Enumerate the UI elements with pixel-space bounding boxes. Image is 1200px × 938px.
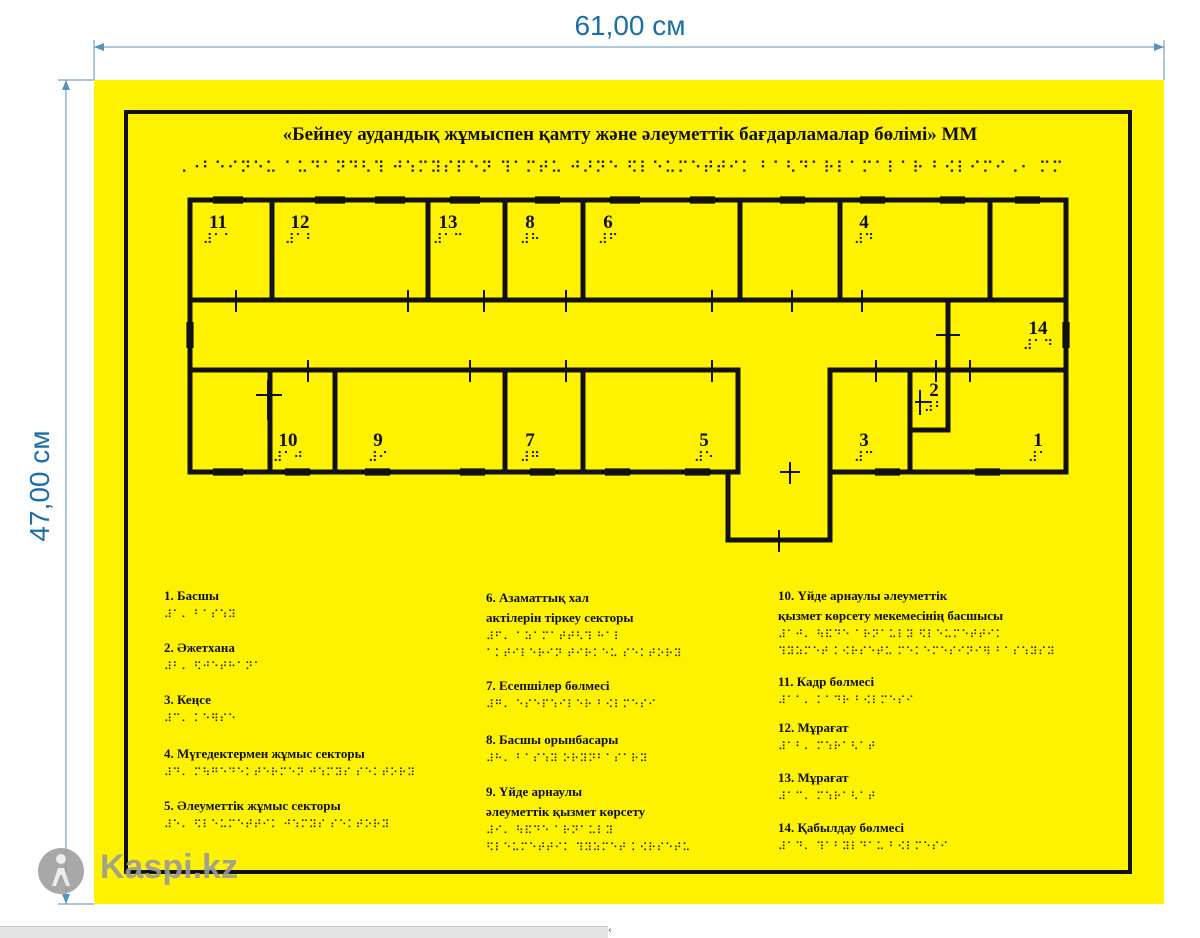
legend-item-9 [486, 782, 691, 856]
kaspi-logo-icon [38, 848, 84, 894]
legend-label: 12. Мұрағат [778, 720, 849, 735]
legend-braille: ⠼⠁⠙⠄ ⠹⠁⠃⠽⠇⠙⠁⠥ ⠃⠪⠇⠍⠑⠎⠊ [778, 840, 949, 853]
legend-item-10 [778, 586, 1055, 660]
room-number-12: 12 [290, 212, 310, 233]
legend-label: 7. Есепшілер бөлмесі [486, 678, 610, 693]
legend-braille: ⠼⠁⠚⠄ ⠳⠯⠙⠑ ⠁⠗⠝⠁⠥⠇⠽ ⠫⠇⠑⠥⠍⠑⠞⠞⠊⠅ [778, 628, 1004, 641]
room-braille-14: ⠼⠁⠙ [1022, 338, 1054, 354]
room-braille-5: ⠼⠑ [693, 450, 715, 466]
width-dimension-label: 61,00 см [574, 10, 686, 41]
room-number-14: 14 [1028, 318, 1048, 339]
legend-item-3 [164, 690, 236, 727]
legend-braille: ⠹⠽⠵⠍⠑⠞ ⠅⠪⠗⠎⠑⠞⠥ ⠍⠑⠅⠑⠍⠑⠎⠊⠝⠊⠻ ⠃⠁⠎⠱⠽⠎⠽ [778, 645, 1056, 658]
legend-label: актілерін тіркеу секторы [486, 610, 634, 625]
room-braille-8: ⠼⠓ [519, 232, 541, 248]
legend-label: 4. Мүгедектермен жұмыс секторы [164, 746, 365, 761]
legend-braille: ⠼⠃⠄ ⠫⠚⠑⠞⠓⠁⠝⠁ [164, 660, 263, 673]
legend-label: 3. Кеңсе [164, 692, 211, 707]
legend-braille: ⠁⠅⠞⠊⠇⠑⠗⠊⠝ ⠞⠊⠗⠅⠑⠥ ⠎⠑⠅⠞⠕⠗⠽ [486, 647, 683, 660]
legend-braille: ⠫⠇⠑⠥⠍⠑⠞⠞⠊⠅ ⠹⠽⠵⠍⠑⠞ ⠅⠪⠗⠎⠑⠞⠥ [486, 841, 691, 854]
legend-label: 13. Мұрағат [778, 770, 849, 785]
legend-braille: ⠼⠛⠄ ⠑⠎⠑⠏⠱⠊⠇⠑⠗ ⠃⠪⠇⠍⠑⠎⠊ [486, 698, 657, 711]
legend-label: 5. Әлеуметтік жұмыс секторы [164, 798, 341, 813]
room-number-6: 6 [603, 212, 613, 233]
room-number-9: 9 [373, 430, 383, 451]
room-braille-9: ⠼⠊ [367, 450, 389, 466]
legend-item-11 [778, 672, 914, 709]
legend-item-8 [486, 730, 648, 767]
legend-braille: ⠼⠁⠃⠄ ⠍⠱⠗⠁⠣⠁⠞ [778, 740, 877, 753]
room-number-2: 2 [929, 380, 939, 401]
legend-item-1 [164, 586, 236, 623]
height-dimension-label: 47,00 см [24, 430, 55, 542]
room-braille-2: ⠼⠃ [923, 400, 945, 416]
legend-braille: ⠼⠊⠄ ⠳⠯⠙⠑ ⠁⠗⠝⠁⠥⠇⠽ [486, 824, 614, 837]
legend-item-12 [778, 718, 876, 755]
legend-label: 14. Қабылдау бөлмесі [778, 820, 904, 835]
scroll-left-icon[interactable]: ‹ [608, 925, 612, 936]
legend-braille: ⠼⠓⠄ ⠃⠁⠎⠱⠽ ⠕⠗⠽⠝⠃⠁⠎⠁⠗⠽ [486, 752, 649, 765]
legend-label: 6. Азаматтық хал [486, 590, 589, 605]
plan-title: «Бейнеу аудандық жұмыспен қамту және әлеуметтік бағдарламалар бөлімі» ММ [282, 124, 978, 145]
legend-item-4 [164, 744, 416, 781]
kaspi-watermark-text: Kaspi.kz [100, 848, 238, 886]
room-number-1: 1 [1033, 430, 1043, 451]
room-braille-10: ⠼⠁⠚ [272, 450, 304, 466]
legend-item-7 [486, 676, 657, 713]
room-braille-3: ⠼⠉ [853, 450, 875, 466]
legend-label: 10. Үйде арнаулы әлеуметтік [778, 588, 948, 603]
kaspi-logo-figure [38, 848, 84, 894]
legend-braille: ⠼⠑⠄ ⠫⠇⠑⠥⠍⠑⠞⠞⠊⠅ ⠚⠱⠍⠽⠎ ⠎⠑⠅⠞⠕⠗⠽ [164, 818, 390, 831]
legend-label: 8. Басшы орынбасары [486, 732, 619, 747]
room-number-13: 13 [438, 212, 458, 233]
legend-label: 2. Әжетхана [164, 640, 235, 655]
legend-label: 9. Үйде арнаулы [486, 784, 583, 799]
room-braille-6: ⠼⠋ [597, 232, 619, 248]
legend-label: әлеуметтік қызмет көрсету [486, 804, 646, 819]
legend-label: 1. Басшы [164, 588, 219, 603]
legend-item-2 [164, 638, 262, 675]
legend-braille: ⠼⠉⠄ ⠅⠑⠻⠎⠑ [164, 712, 237, 725]
room-number-5: 5 [699, 430, 709, 451]
room-number-4: 4 [859, 212, 869, 233]
room-number-7: 7 [525, 430, 535, 451]
legend-item-6 [486, 588, 682, 662]
plan-title-braille: ⠠⠐⠃⠑⠊⠝⠑⠥ ⠁⠥⠙⠁⠝⠙⠣⠹ ⠚⠱⠍⠽⠎⠏⠑⠝ ⠹⠁⠍⠞⠥ ⠚⠜⠝⠑ ⠫⠇⠑⠥⠍⠑⠞⠞⠊⠅ ⠃⠁⠣⠙⠁⠗⠇⠁⠍⠁⠇⠁⠗ ⠃⠪⠇⠊⠍⠊⠠⠂ ⠍⠍ [176, 158, 1065, 177]
legend-item-14 [778, 818, 949, 855]
legend-braille: ⠼⠁⠉⠄ ⠍⠱⠗⠁⠣⠁⠞ [778, 790, 877, 803]
room-number-11: 11 [209, 212, 227, 233]
legend-label: 11. Кадр бөлмесі [778, 674, 875, 689]
legend-item-5 [164, 796, 390, 833]
legend-braille: ⠼⠁⠁⠄ ⠅⠁⠙⠗ ⠃⠪⠇⠍⠑⠎⠊ [778, 694, 915, 707]
room-braille-7: ⠼⠛ [519, 450, 541, 466]
room-braille-4: ⠼⠙ [853, 232, 875, 248]
room-braille-12: ⠼⠁⠃ [284, 232, 316, 248]
legend-braille: ⠼⠋⠄ ⠁⠵⠁⠍⠁⠞⠞⠣⠹ ⠓⠁⠇ [486, 630, 623, 643]
room-braille-11: ⠼⠁⠁ [202, 232, 234, 248]
room-number-3: 3 [859, 430, 869, 451]
room-braille-13: ⠼⠁⠉ [432, 232, 464, 248]
legend-braille: ⠼⠁⠄ ⠃⠁⠎⠱⠽ [164, 608, 237, 621]
horizontal-scrollbar[interactable] [0, 926, 608, 938]
legend-braille: ⠼⠙⠄ ⠍⠳⠛⠑⠙⠑⠅⠞⠑⠗⠍⠑⠝ ⠚⠱⠍⠽⠎ ⠎⠑⠅⠞⠕⠗⠽ [164, 766, 416, 779]
room-number-8: 8 [525, 212, 535, 233]
legend-item-13 [778, 768, 876, 805]
legend-label: қызмет көрсету мекемесінің басшысы [778, 608, 1004, 623]
room-number-10: 10 [278, 430, 298, 451]
room-braille-1: ⠼⠁ [1027, 450, 1049, 466]
